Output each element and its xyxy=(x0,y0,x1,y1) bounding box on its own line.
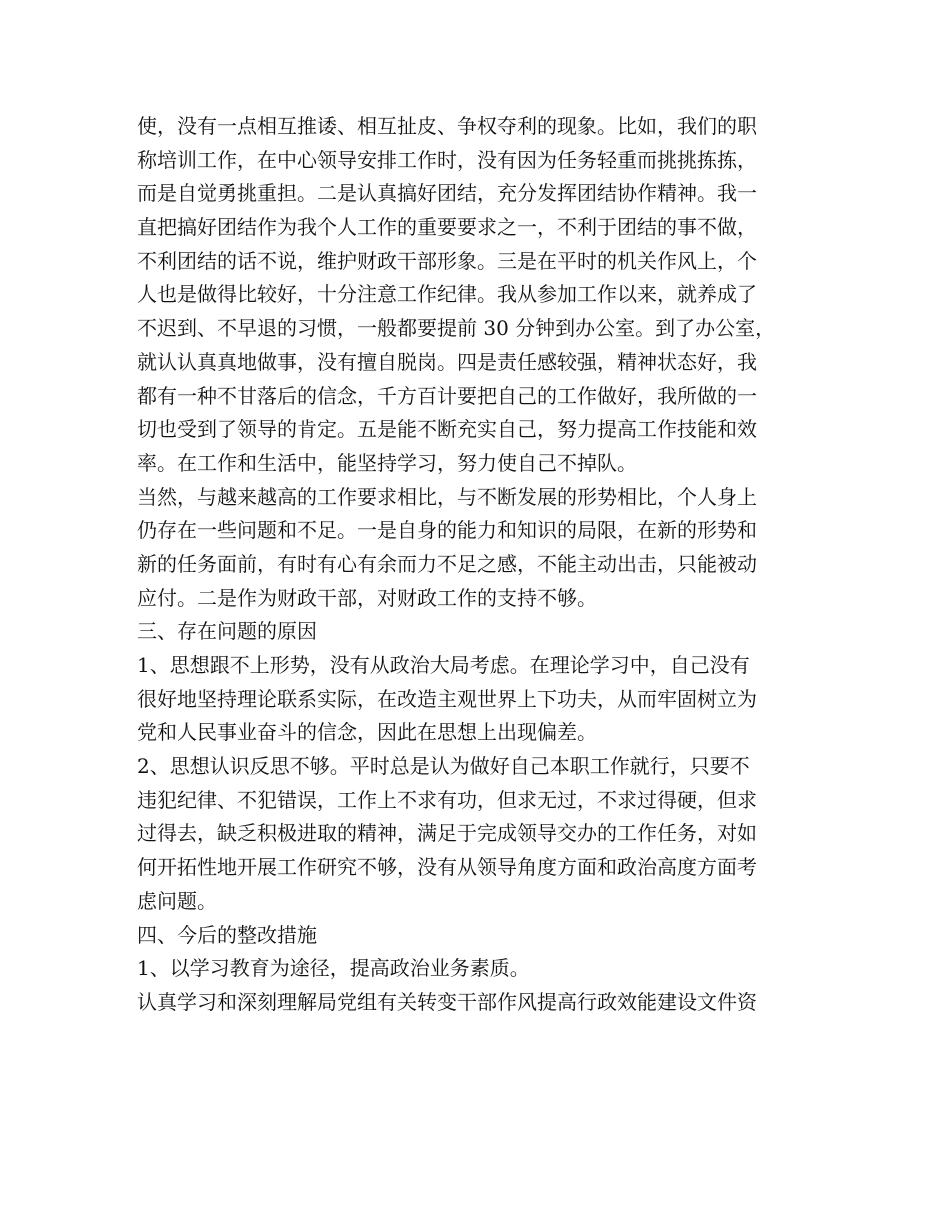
text-line: 虑问题。 xyxy=(137,888,217,913)
text-line: 都有一种不甘落后的信念，千方百计要把自己的工作做好，我所做的一 xyxy=(137,383,757,408)
text-line: 不利团结的话不说，维护财政干部形象。三是在平时的机关作风上，个 xyxy=(137,248,757,273)
text-line: 党和人民事业奋斗的信念，因此在思想上出现偏差。 xyxy=(137,720,597,745)
text-line: 认真学习和深刻理解局党组有关转变干部作风提高行政效能建设文件资 xyxy=(137,989,757,1014)
text-line: 1、以学习教育为途径，提高政治业务素质。 xyxy=(137,956,530,981)
text-line: 仍存在一些问题和不足。一是自身的能力和知识的局限，在新的形势和 xyxy=(137,518,757,543)
document-body xyxy=(137,110,817,1020)
text-line: 过得去，缺乏积极进取的精神，满足于完成领导交办的工作任务，对如 xyxy=(137,821,757,846)
text-line: 很好地坚持理论联系实际，在改造主观世界上下功夫，从而牢固树立为 xyxy=(137,686,757,711)
section-heading: 四、今后的整改措施 xyxy=(137,922,317,947)
text-line: 使，没有一点相互推诿、相互扯皮、争权夺利的现象。比如，我们的职 xyxy=(137,114,757,138)
text-line: 新的任务面前，有时有心有余而力不足之感，不能主动出击，只能被动 xyxy=(137,551,757,576)
text-line: 不迟到、不早退的习惯，一般都要提前 30 分钟到办公室。到了办公室， xyxy=(137,316,776,341)
text-line: 1、思想跟不上形势，没有从政治大局考虑。在理论学习中，自己没有 xyxy=(137,653,750,677)
text-line: 直把搞好团结作为我个人工作的重要要求之一，不利于团结的事不做， xyxy=(137,215,757,240)
text-line: 违犯纪律、不犯错误，工作上不求有功，但求无过，不求过得硬，但求 xyxy=(137,787,757,812)
text-line: 人也是做得比较好，十分注意工作纪律。我从参加工作以来，就养成了 xyxy=(137,282,757,307)
text-line: 率。在工作和生活中，能坚持学习，努力使自己不掉队。 xyxy=(137,450,637,475)
text-line: 当然，与越来越高的工作要求相比，与不断发展的形势相比，个人身上 xyxy=(137,484,757,509)
text-line: 应付。二是作为财政干部，对财政工作的支持不够。 xyxy=(137,585,597,610)
text-line: 何开拓性地开展工作研究不够，没有从领导角度方面和政治高度方面考 xyxy=(137,855,757,880)
text-line: 就认认真真地做事，没有擅自脱岗。四是责任感较强，精神状态好，我 xyxy=(137,349,757,374)
section-heading: 三、存在问题的原因 xyxy=(137,619,317,644)
text-line: 而是自觉勇挑重担。二是认真搞好团结，充分发挥团结协作精神。我一 xyxy=(137,181,757,206)
text-line: 切也受到了领导的肯定。五是能不断充实自己，努力提高工作技能和效 xyxy=(137,417,757,442)
text-line: 称培训工作，在中心领导安排工作时，没有因为任务轻重而挑挑拣拣， xyxy=(137,147,757,172)
text-line: 2、思想认识反思不够。平时总是认为做好自己本职工作就行，只要不 xyxy=(137,754,750,779)
